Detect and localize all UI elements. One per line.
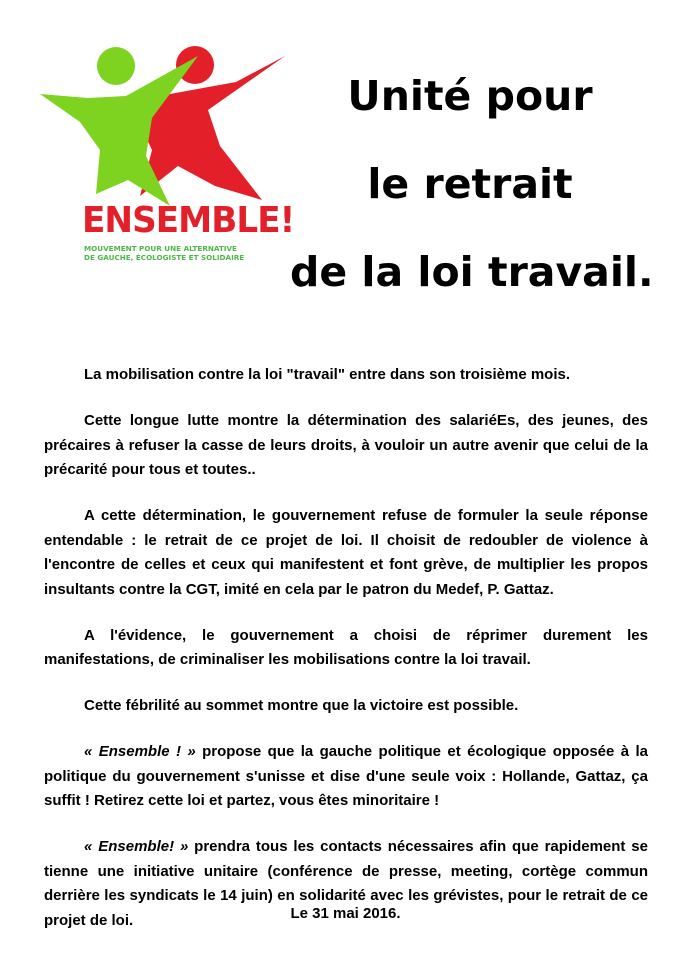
ensemble-quote: « Ensemble ! » bbox=[84, 743, 196, 760]
page-title bbox=[290, 52, 654, 316]
two-figures-stars-icon bbox=[40, 38, 285, 208]
paragraph-5: Cette fébrilité au sommet montre que la victoire est possible. bbox=[84, 697, 519, 714]
paragraph-1: La mobilisation contre la loi "travail" entre dans son troisième mois. bbox=[84, 366, 571, 383]
logo-tagline-line-1: MOUVEMENT POUR UNE ALTERNATIVE bbox=[84, 244, 237, 253]
title-line-3: de la loi travail. bbox=[290, 248, 654, 296]
document-date: Le 31 mai 2016. bbox=[290, 905, 401, 922]
paragraph-6-text: propose que la gauche politique et écologique opposée à la politique du gouvernement s'unisse et dise d'une seule voix : Hollande, Gattaz, ça suffit ! Retirez cette loi et partez, vous êtes minoritaire ! bbox=[44, 743, 649, 809]
paragraph-3: A cette détermination, le gouvernement refuse de formuler la seule réponse entendable : le retrait de ce projet de loi. Il choisit de redoubler de violence à l'encontre de celles et ceux qui manifestent et font grève, de multiplier les propos insultants contre la CGT, imité en cela par le patron du Medef, P. Gattaz. bbox=[44, 507, 648, 598]
paragraph-4: A l'évidence, le gouvernement a choisi de réprimer durement les manifestations, de criminaliser les mobilisations contre la loi travail. bbox=[44, 626, 648, 668]
logo-tagline-line-2: DE GAUCHE, ÉCOLOGISTE ET SOLIDAIRE bbox=[84, 253, 245, 262]
ensemble-logo bbox=[40, 38, 295, 268]
paragraph-2: Cette longue lutte montre la détermination des salariéEs, des jeunes, des précaires à refuser la casse de leurs droits, à vouloir un autre avenir que celui de la précarité pour tous et toutes.. bbox=[44, 412, 648, 478]
article-body bbox=[44, 363, 648, 955]
logo-tagline bbox=[84, 244, 284, 262]
paragraph-6 bbox=[44, 740, 648, 814]
ensemble-quote: « Ensemble! » bbox=[84, 838, 189, 855]
paragraph-7-text: prendra tous les contacts nécessaires afin que rapidement se tienne une initiative unitaire (conférence de presse, meeting, cortège commun derrière les syndicats le 14 juin) en solidarité avec les grévistes, pour le retrait de ce projet de loi. bbox=[44, 838, 648, 929]
logo-wordmark: ENSEMBLE! bbox=[82, 200, 295, 241]
title-line-2: le retrait bbox=[367, 160, 573, 208]
title-line-1: Unité pour bbox=[347, 72, 593, 120]
